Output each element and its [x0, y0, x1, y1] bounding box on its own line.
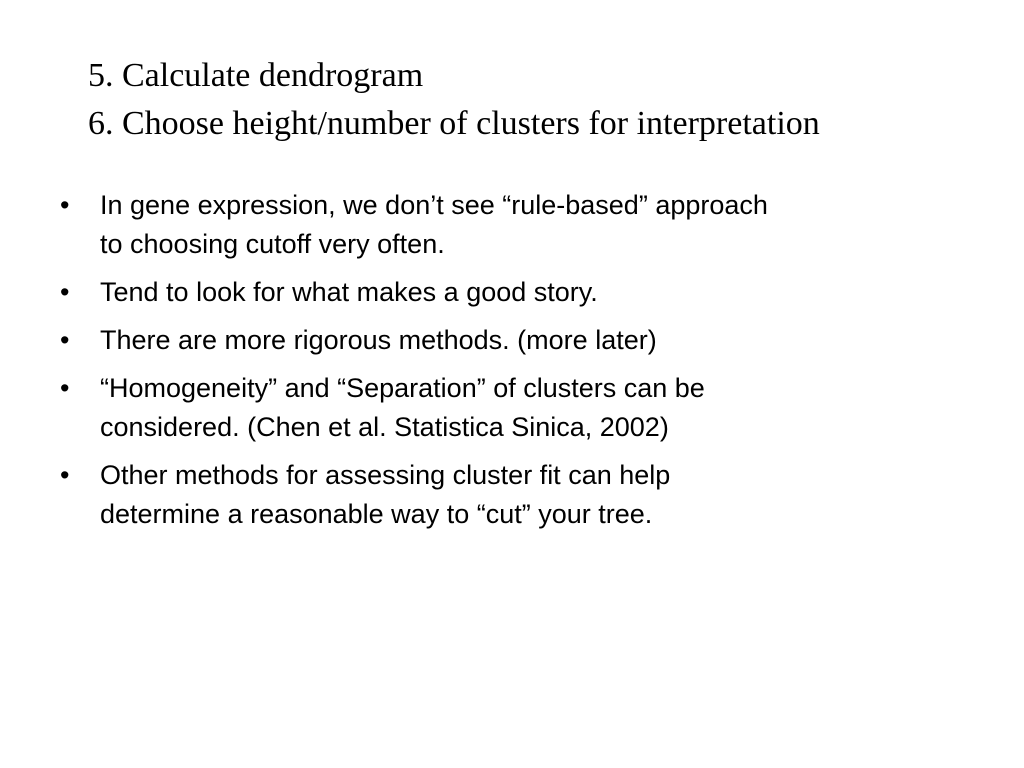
bullet-marker: •: [60, 325, 70, 355]
bullet-marker: •: [60, 277, 70, 307]
bullet-text-line: There are more rigorous methods. (more later): [100, 325, 657, 355]
bullet-marker: •: [60, 373, 70, 403]
bullet-item: [58, 321, 958, 360]
bullet-item: [58, 369, 958, 447]
bullet-text-line: considered. (Chen et al. Statistica Sinica, 2002): [100, 412, 669, 442]
bullet-text-line: Tend to look for what makes a good story.: [100, 277, 598, 307]
bullet-list: [58, 186, 958, 543]
bullet-item: [58, 456, 958, 534]
bullet-item: [58, 186, 958, 264]
bullet-text-line: In gene expression, we don’t see “rule-based” approach: [100, 190, 768, 220]
title-line-1: 5. Calculate dendrogram: [88, 57, 424, 94]
title-line-2: 6. Choose height/number of clusters for interpretation: [88, 105, 820, 142]
bullet-text-line: Other methods for assessing cluster fit can help: [100, 460, 671, 490]
bullet-text-line: to choosing cutoff very often.: [100, 229, 445, 259]
bullet-marker: •: [60, 460, 70, 490]
slide-title: [88, 52, 988, 148]
bullet-marker: •: [60, 190, 70, 220]
bullet-item: [58, 273, 958, 312]
bullet-text-line: determine a reasonable way to “cut” your tree.: [100, 499, 653, 529]
bullet-text-line: “Homogeneity” and “Separation” of clusters can be: [100, 373, 705, 403]
